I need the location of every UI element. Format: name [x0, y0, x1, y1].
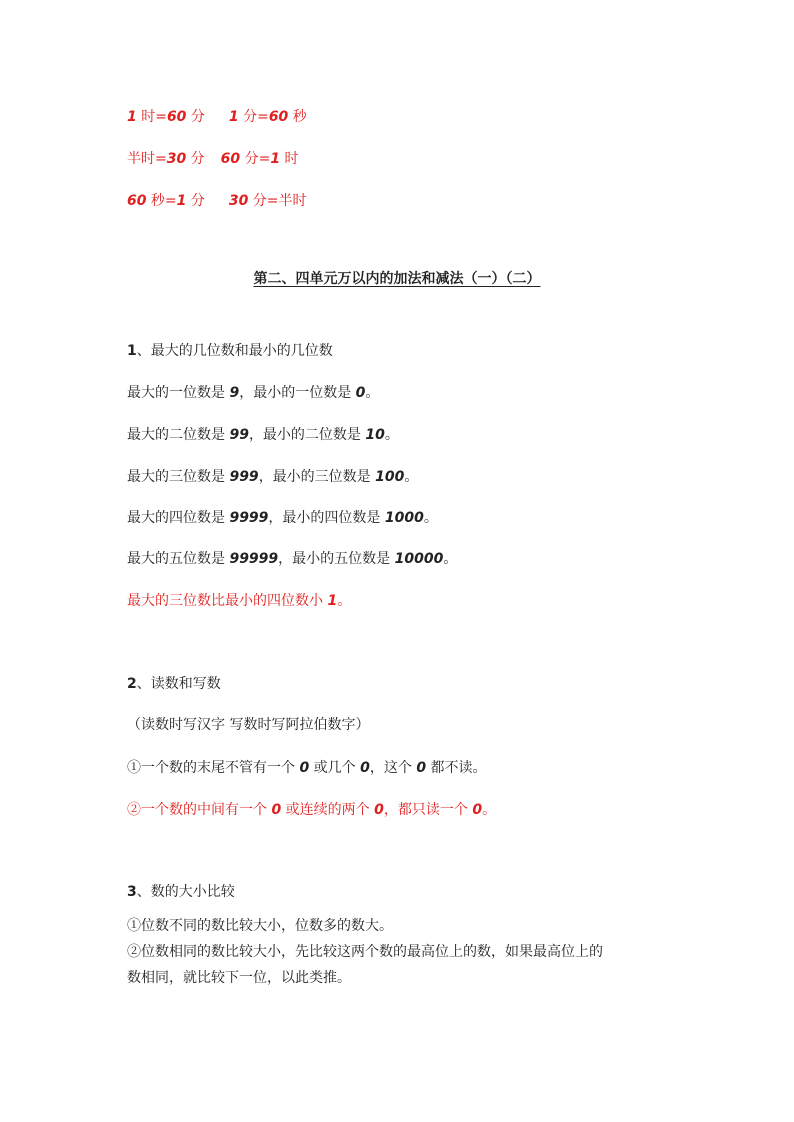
section-2-heading: 2、读数和写数 — [127, 676, 221, 692]
number-text: 1 — [176, 193, 187, 209]
number-text: 1 — [228, 109, 239, 125]
number-text: 999 — [229, 469, 259, 485]
number-text: 0 — [299, 760, 310, 776]
number-text: 0 — [360, 760, 370, 776]
number-text: 0 — [374, 802, 384, 818]
section-3-heading: 3、数的大小比较 — [127, 884, 235, 900]
number-text: 60 — [268, 109, 289, 125]
section-1-heading: 1、最大的几位数和最小的几位数 — [127, 343, 333, 359]
number-text: 100 — [375, 469, 405, 485]
conversion-minute-second: 1 分=60 秒 — [228, 109, 307, 125]
number-text: 3 — [127, 884, 137, 900]
number-text: 1 — [270, 151, 281, 167]
section-2-rule-1: ①一个数的末尾不管有一个 0 或几个 0，这个 0 都不读。 — [127, 760, 487, 776]
number-text: 9999 — [229, 510, 269, 526]
number-text: 60 — [127, 193, 147, 209]
section-1-line-5: 最大的五位数是 99999，最小的五位数是 10000。 — [127, 551, 458, 567]
conversion-half-hour: 半时=30 分 — [127, 151, 205, 167]
unit-title — [0, 270, 794, 288]
section-1-line-3: 最大的三位数是 999，最小的三位数是 100。 — [127, 469, 419, 485]
section-3-rule-2-line-2: 数相同，就比较下一位，以此类推。 — [127, 970, 351, 986]
section-3-rule-1: ①位数不同的数比较大小，位数多的数大。 — [127, 918, 393, 934]
number-text: 1 — [127, 109, 137, 125]
number-text: 30 — [166, 151, 187, 167]
number-text: 10 — [365, 427, 385, 443]
number-text: 0 — [472, 802, 483, 818]
number-text: 99 — [229, 427, 249, 443]
number-text: 1 — [327, 593, 338, 609]
section-3-rule-2-line-1: ②位数相同的数比较大小，先比较这两个数的最高位上的数，如果最高位上的 — [127, 944, 603, 960]
number-text: 60 — [220, 151, 241, 167]
conversion-minutes-hour: 60 分=1 时 — [220, 151, 299, 167]
number-text: 60 — [166, 109, 187, 125]
number-text: 1 — [127, 343, 137, 359]
conversion-hour-minute: 1 时=60 分 — [127, 109, 205, 125]
number-text: 0 — [416, 760, 427, 776]
section-1-highlight: 最大的三位数比最小的四位数小 1。 — [127, 593, 352, 609]
time-conversion-row-3 — [127, 192, 307, 210]
number-text: 0 — [355, 385, 366, 401]
number-text: 2 — [127, 676, 137, 692]
time-conversion-row-2 — [127, 150, 299, 168]
number-text: 99999 — [229, 551, 279, 567]
number-text: 0 — [271, 802, 282, 818]
section-1-line-2: 最大的二位数是 99，最小的二位数是 10。 — [127, 427, 399, 443]
section-2-rule-2: ②一个数的中间有一个 0 或连续的两个 0，都只读一个 0。 — [127, 802, 497, 818]
conversion-seconds-minute: 60 秒=1 分 — [127, 193, 205, 209]
section-1-line-4: 最大的四位数是 9999，最小的四位数是 1000。 — [127, 510, 438, 526]
conversion-half-hour-minutes: 30 分=半时 — [228, 193, 307, 209]
time-conversion-row-1 — [127, 108, 307, 126]
number-text: 30 — [228, 193, 249, 209]
section-2-note: （读数时写汉字 写数时写阿拉伯数字） — [127, 717, 370, 733]
section-1-line-1: 最大的一位数是 9，最小的一位数是 0。 — [127, 385, 380, 401]
unit-title-text: 第二、四单元万以内的加法和减法（一）（二） — [253, 271, 541, 287]
number-text: 9 — [229, 385, 240, 401]
number-text: 10000 — [394, 551, 444, 567]
number-text: 1000 — [384, 510, 424, 526]
